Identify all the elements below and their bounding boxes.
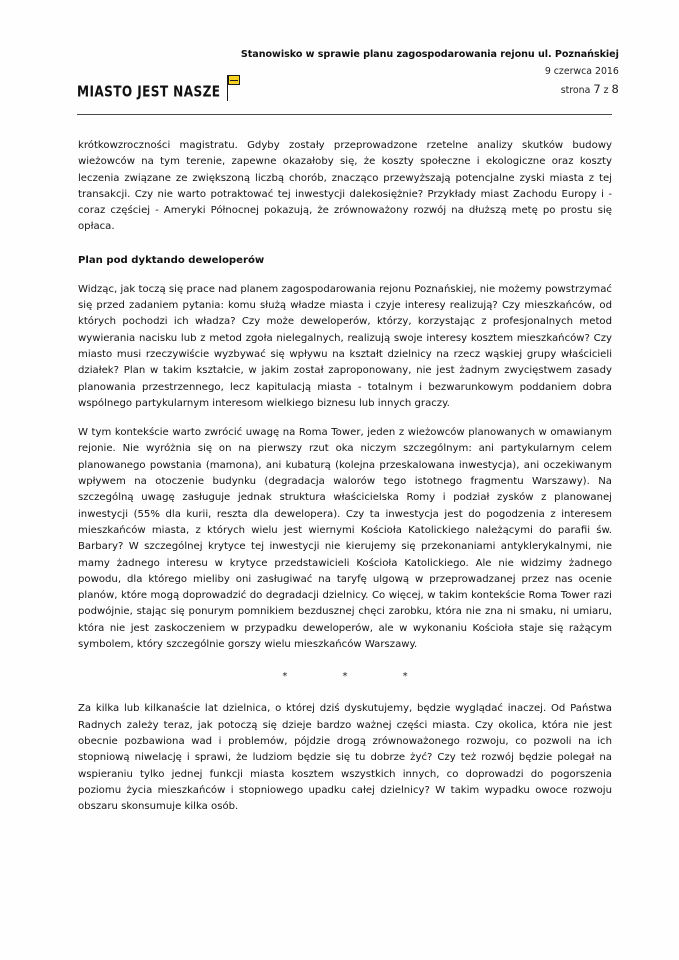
section-heading-plan: Plan pod dyktando deweloperów <box>78 254 265 266</box>
page-number <box>241 82 619 98</box>
page-total: 8 <box>611 82 619 96</box>
header-divider <box>77 114 612 115</box>
page-label-prefix: strona <box>560 85 591 96</box>
logo-wordmark: MIASTO JEST NASZE <box>77 82 221 100</box>
document-date: 9 czerwca 2016 <box>544 66 619 77</box>
paragraph-continued: krótkowzroczności magistratu. Gdyby zostały przeprowadzone rzetelne analizy skutków budowy wieżowców na tym terenie, zapewne okazałoby się, że koszty społeczne i ekologiczne oraz koszty leczenia związane ze zwiększoną liczbą chorób, znacząco przewyższają potencjalne zyski miasta z tej transakcji. Czy nie warto potraktować tej inwestycji dalekosiężnie? Przykłady miast Zachodu Europy i - coraz częściej - Ameryki Północnej pokazują, że zrównoważony rozwój na dłuższą metę po prostu się opłaca. <box>78 140 612 233</box>
asterisk-separator: * * * <box>282 671 434 683</box>
paragraph-closing: Za kilka lub kilkanaście lat dzielnica, o której dziś dyskutujemy, będzie wyglądać inaczej. Od Państwa Radnych zależy teraz, jak potoczą się dzieje bardzo ważnej części miasta. Czy okolica, która nie jest obecnie pozbawiona wad i problemów, pójdzie drogą zrównoważonego rozwoju, co pozwoli na ich stopniową niwelację i sprawi, że ludziom będzie się tu dobrze żyć? Czy też rozwój będzie polegał na wspieraniu tylko jednej funkcji miasta kosztem wszystkich innych, co doprowadzi do pogorszenia poziomu życia mieszkańców i stopniowego upadku całej dzielnicy? W takim wypadku owoce rozwoju obszaru skonsumuje kilka osób. <box>78 703 612 813</box>
header-meta <box>241 46 619 98</box>
page-current: 7 <box>593 82 601 96</box>
organization-logo <box>77 46 241 100</box>
document-title: Stanowisko w sprawie planu zagospodarowania rejonu ul. Poznańskiej <box>240 49 619 60</box>
document-body <box>78 138 612 815</box>
page-separator: z <box>603 85 609 96</box>
paragraph-roma-tower: W tym kontekście warto zwrócić uwagę na Roma Tower, jeden z wieżowców planowanych w omawianym rejonie. Nie wyróżnia się on na pierwszy rzut oka niczym szczególnym: ani partykularnym celem planowanego powstania (mamona), ani kubaturą (kolejna przeskalowana inwestycja), ani oczekiwanym wpływem na otoczenie budynku (degradacja walorów tego istotnego fragmentu Warszawy). Na szczególną uwagę zasługuje jednak struktura właścicielska Romy i podział zysków z planowanej inwestycji (55% dla kurii, reszta dla dewelopera). Czy ta inwestycja jest do pogodzenia z interesem mieszkańców miasta, z których wielu jest wiernymi Kościoła Katolickiego należącymi do parafii św. Barbary? W szczególnej krytyce tej inwestycji nie kierujemy się przekonaniami antyklerykalnymi, nie mamy żadnego interesu w krytyce przedstawicieli Kościoła Katolickiego. Ale nie widzimy żadnego powodu, dla którego mieliby oni zasługiwać na taryfę ulgową w przeprowadzanej przez nas ocenie planów, które mogą doprowadzić do degradacji dzielnicy. Co więcej, w takim kontekście Roma Tower razi podwójnie, stając się ponurym pomnikiem bezdusznej chęci zarobku, która nie zna ni smaku, ni umiaru, która nie jest zaskoczeniem w przypadku deweloperów, ale w wykonaniu Kościoła staje się rażącym symbolem, który szczególnie gorszy wielu mieszkańców Warszawy. <box>78 427 612 651</box>
page-header <box>77 46 619 102</box>
paragraph-plan-questions: Widząc, jak toczą się prace nad planem zagospodarowania rejonu Poznańskiej, nie możemy powstrzymać się przed zadaniem pytania: komu służą władze miasta i czyje interesy realizują? Czy mieszkańców, od których pochodzi ich władza? Czy może deweloperów, którzy, korzystając z profesjonalnych metod wywierania nacisku lub z metod zgoła nielegalnych, realizują swoje interesy kosztem mieszkańców? Czy miasto musi rzeczywiście wyzbywać się wpływu na kształt dzielnicy na rzecz wąskiej grupy właścicieli działek? Plan w takim kształcie, w jakim został zaproponowany, nie jest żadnym zwycięstwem zasady planowania przestrzennego, lecz kapitulacją miasta - totalnym i bezwarunkowym poddaniem dobra wspólnego partykularnym interesom wielkiego biznesu lub innych graczy. <box>78 283 612 409</box>
flag-cloth <box>228 75 240 85</box>
flag-icon <box>227 75 241 101</box>
